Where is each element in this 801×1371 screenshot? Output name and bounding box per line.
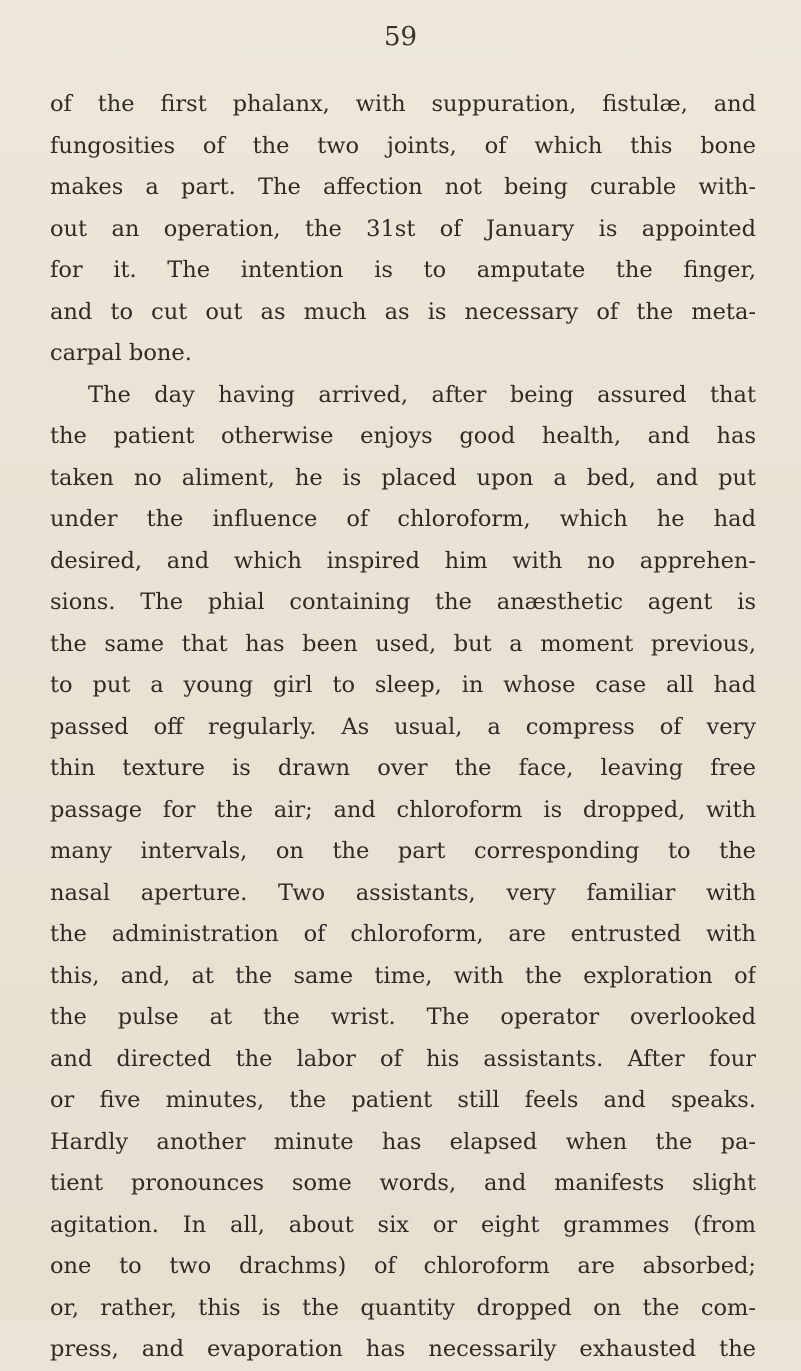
text-line: one to two drachms) of chloroform are absorbed; xyxy=(50,1253,756,1279)
text-line: the same that has been used, but a moment previous, xyxy=(50,630,756,657)
text-line: desired, and which inspired him with no apprehen- xyxy=(50,547,756,574)
text-line: or, rather, this is the quantity dropped on the com- xyxy=(50,1294,756,1321)
text-line: the administration of chloroform, are entrusted with xyxy=(50,921,756,947)
text-line: the pulse at the wrist. The operator overlooked xyxy=(50,1004,756,1030)
body-text xyxy=(50,84,756,1371)
text-line: thin texture is drawn over the face, leaving free xyxy=(50,755,756,781)
text-line: tient pronounces some words, and manifests slight xyxy=(50,1170,756,1196)
text-line: many intervals, on the part corresponding to the xyxy=(50,838,756,864)
text-line: under the influence of chloroform, which he had xyxy=(50,506,756,532)
text-line: for it. The intention is to amputate the finger, xyxy=(50,257,756,283)
text-line: out an operation, the 31st of January is appointed xyxy=(50,215,756,242)
text-line: carpal bone. xyxy=(50,340,192,366)
text-line: this, and, at the same time, with the exploration of xyxy=(50,962,756,989)
text-line: passage for the air; and chloroform is dropped, with xyxy=(50,796,756,823)
text-line: to put a young girl to sleep, in whose case all had xyxy=(50,672,756,698)
text-line: Hardly another minute has elapsed when the pa- xyxy=(50,1128,756,1155)
text-line: nasal aperture. Two assistants, very familiar with xyxy=(50,879,756,906)
text-line: agitation. In all, about six or eight grammes (from xyxy=(50,1211,756,1238)
page-number: 59 xyxy=(383,22,418,52)
paragraph-first-line: The day having arrived, after being assured that xyxy=(88,381,756,408)
text-line: passed off regularly. As usual, a compress of very xyxy=(50,713,756,740)
text-line: fungosities of the two joints, of which this bone xyxy=(50,132,756,159)
text-line: sions. The phial containing the anæsthetic agent is xyxy=(50,589,756,615)
text-line: or five minutes, the patient still feels and speaks. xyxy=(50,1087,756,1113)
text-line: makes a part. The affection not being curable with- xyxy=(50,174,756,200)
text-line: of the first phalanx, with suppuration, fistulæ, and xyxy=(50,91,756,117)
text-line: press, and evaporation has necessarily exhausted the xyxy=(50,1336,756,1362)
text-line: taken no aliment, he is placed upon a bed, and put xyxy=(50,464,756,491)
text-line: the patient otherwise enjoys good health, and has xyxy=(50,423,756,449)
text-line: and to cut out as much as is necessary of the meta- xyxy=(50,298,756,325)
text-line: and directed the labor of his assistants. After four xyxy=(50,1045,756,1072)
